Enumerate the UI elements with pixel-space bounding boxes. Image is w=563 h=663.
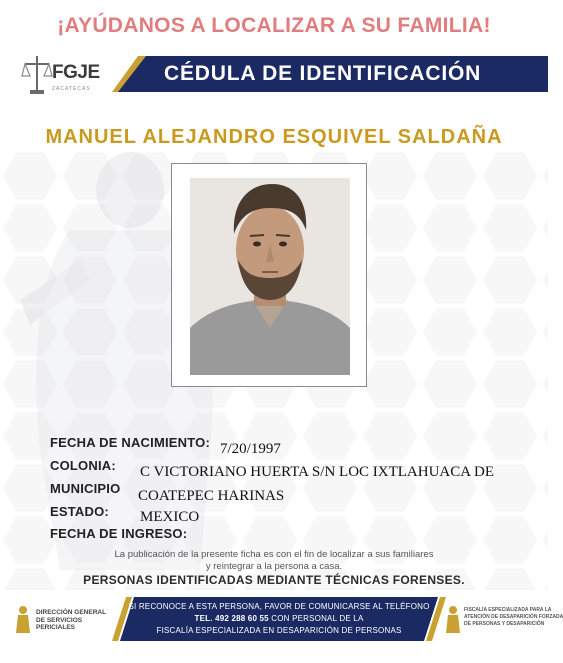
footer-line-2 [120, 614, 438, 623]
scales-of-justice-icon [22, 52, 52, 96]
right-logo-line-1: FISCALÍA ESPECIALIZADA PARA LA [464, 607, 552, 613]
logo-subtext: ZACATECAS [52, 86, 91, 92]
notice-line-1: La publicación de la presente ficha es con el fin de localizar a sus familiares [114, 549, 434, 560]
servicios-periciales-logo [14, 601, 114, 637]
ingreso-label: FECHA DE INGRESO: [50, 526, 188, 541]
footer-line-3: FISCALÍA ESPECIALIZADA EN DESAPARICIÓN DE PERSONAS [156, 626, 402, 635]
person-name: MANUEL ALEJANDRO ESQUIVEL SALDAÑA [45, 126, 503, 148]
left-logo-line-2: DE SERVICIOS PERICIALES [36, 617, 83, 631]
left-logo-line-1: DIRECCIÓN GENERAL [36, 609, 107, 616]
fgje-logo [22, 52, 114, 96]
photo-frame [171, 163, 367, 387]
header-title: CÉDULA DE IDENTIFICACIÓN [164, 62, 482, 85]
estado-value: MEXICO [140, 509, 200, 525]
fiscalia-desaparicion-logo [444, 601, 563, 637]
notice-bold: PERSONAS IDENTIFICADAS MEDIANTE TÉCNICAS FORENSES. [83, 573, 465, 587]
person-photo [190, 178, 350, 375]
notice-line-2: y reintegrar a la persona a casa. [205, 561, 343, 572]
birth-date-value: 7/20/1997 [220, 441, 281, 457]
justice-figure-icon [444, 605, 462, 635]
logo-text: FGJE [52, 62, 100, 83]
footer-phone: TEL. 492 288 60 55 [194, 614, 269, 623]
municipio-label: MUNICIPIO [50, 481, 121, 496]
right-logo-line-3: DE PERSONAS Y DESAPARICIÓN [464, 621, 545, 627]
birth-date-label: FECHA DE NACIMIENTO: [50, 435, 210, 450]
right-logo-line-2: ATENCIÓN DE DESAPARICIÓN FORZADA [464, 614, 563, 620]
estado-label: ESTADO: [50, 504, 109, 519]
justice-figure-icon [14, 605, 32, 635]
municipio-value: COATEPEC HARINAS [138, 488, 285, 504]
banner-title: ¡AYÚDANOS A LOCALIZAR A SU FAMILIA! [57, 14, 491, 37]
footer-line-1: SI RECONOCE A ESTA PERSONA, FAVOR DE COMUNICARSE AL TELÉFONO [128, 602, 430, 611]
colonia-value: C VICTORIANO HUERTA S/N LOC IXTLAHUACA DE [140, 464, 495, 480]
footer-line-2-rest: CON PERSONAL DE LA [268, 614, 364, 623]
colonia-label: COLONIA: [50, 458, 116, 473]
